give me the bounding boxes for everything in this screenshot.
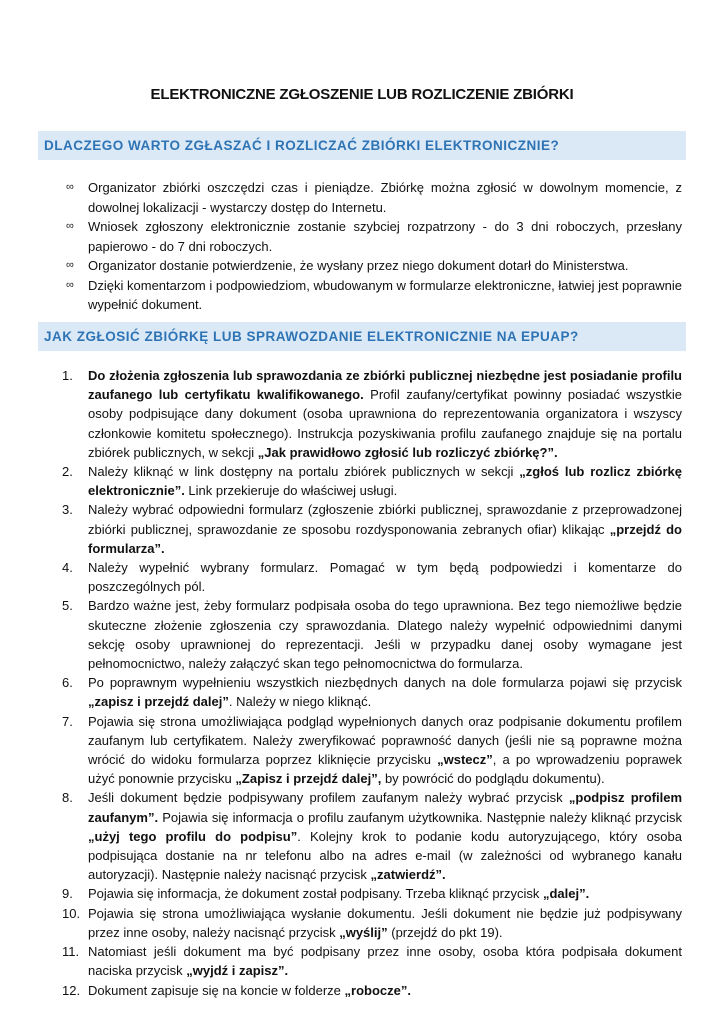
step-emphasis: „zatwierdź”. [370, 867, 446, 883]
step-emphasis: „przejdź do formularza”. [88, 521, 682, 556]
step-emphasis: „robocze”. [344, 982, 411, 998]
infinity-bullet-icon: ∞ [66, 220, 74, 232]
step-number: 9. [62, 886, 73, 902]
step-text: Należy wybrać odpowiedni formularz (zgłoszenie zbiórki publicznej, sprawozdanie z przeprowadzonej zbiórki publicznej, sprawozdanie ze sposobu rozdysponowania zebranych ofiar) klikając [88, 502, 682, 537]
step-emphasis: „zgłoś lub rozlicz zbiórkę elektronicznie”. [88, 464, 682, 499]
step-emphasis: „wyślij” [339, 924, 388, 940]
step-text: Pojawia się informacja o profilu zaufanym użytkownika. Następnie należy kliknąć przycisk [158, 809, 682, 825]
step-emphasis: „wstecz” [437, 752, 493, 768]
step-number: 7. [62, 713, 73, 729]
step-number: 8. [62, 790, 73, 806]
step-item [62, 788, 682, 884]
step-text: Natomiast jeśli dokument ma być podpisany przez inne osoby, osoba która podpisała dokument naciska przycisk [88, 944, 682, 979]
step-emphasis: „dalej”. [542, 886, 590, 902]
step-item [62, 558, 682, 596]
list-item: ∞ Organizator zbiórki oszczędzi czas i pieniądze. Zbiórkę można zgłosić w dowolnym momencie, z dowolnej lokalizacji - wystarczy dostęp do Internetu. [66, 180, 682, 215]
step-emphasis: „Jak prawidłowo zgłosić lub rozliczyć zbiórkę?”. [257, 444, 558, 460]
step-text: , a po wprowadzeniu poprawek użyć ponownie przycisku [88, 752, 682, 787]
step-item [62, 500, 682, 558]
step-emphasis: „Zapisz i przejdź dalej”, [235, 771, 382, 787]
infinity-bullet-icon: ∞ [66, 259, 74, 271]
benefits-list [66, 178, 682, 315]
section-heading-why: DLACZEGO WARTO ZGŁASZAĆ I ROZLICZAĆ ZBIÓRKI ELEKTRONICZNIE? [38, 131, 686, 160]
step-item [62, 981, 682, 1000]
step-text: Bardzo ważne jest, żeby formularz podpisała osoba do tego uprawniona. Bez tego niemożliwe będzie skuteczne złożenie zgłoszenia czy sprawozdania. Dlatego należy wypełnić odpowiednimi danymi sekcję osoby uprawnionej do reprezentacji. Jeśli w przypadku danej osoby wymagane jest pełnomocnictwo, należy załączyć skan tego pełnomocnictwa do formularza. [88, 598, 682, 672]
section-heading-how: JAK ZGŁOSIĆ ZBIÓRKĘ LUB SPRAWOZDANIE ELEKTRONICZNIE NA EPUAP? [38, 322, 686, 351]
step-item [62, 366, 682, 462]
step-emphasis: „użyj tego profilu do podpisu” [88, 828, 298, 844]
step-text: Dokument zapisuje się na koncie w folderze [88, 982, 345, 998]
step-emphasis: „zapisz i przejdź dalej” [88, 694, 229, 710]
step-text: Link przekieruje do właściwej usługi. [184, 483, 398, 499]
step-number: 6. [62, 675, 73, 691]
step-item [62, 462, 682, 500]
step-emphasis: „podpisz profilem zaufanym”. [88, 790, 683, 825]
step-number: 11. [62, 944, 80, 960]
step-text: Profil zaufany/certyfikat powinny posiadać wszystkie osoby podpisujące dany dokument (osoba uprawniona do reprezentowania organizatora i wszyscy członkowie komitetu społecznego). Instrukcja pozyskiwania profilu zaufanego znajduje się na portalu zbiórek publicznych, w sekcji [88, 387, 683, 460]
step-text: by powrócić do podglądu dokumentu). [381, 771, 605, 787]
list-item: ∞ Wniosek zgłoszony elektronicznie zostanie szybciej rozpatrzony - do 3 dni roboczych, przesłany papierowo - do 7 dni roboczych. [66, 219, 682, 254]
step-text: Jeśli dokument będzie podpisywany profilem zaufanym należy wybrać przycisk [88, 790, 569, 806]
step-text: Pojawia się strona umożliwiająca podgląd wypełnionych danych oraz podpisanie dokumentu profilem zaufanym lub certyfikatem. Należy zweryfikować poprawność danych (jeśli nie są poprawne można wrócić do widoku formularza poprzez kliknięcie przycisku [88, 713, 682, 768]
step-item [62, 596, 682, 673]
step-item [62, 942, 682, 980]
step-number: 12. [62, 982, 81, 998]
step-text: . Należy w niego kliknąć. [228, 694, 372, 710]
list-item: ∞ Organizator dostanie potwierdzenie, że wysłany przez niego dokument dotarł do Ministerstwa. [66, 256, 682, 276]
step-text: . Kolejny krok to podanie kodu autoryzującego, który osoba podpisująca dostanie na nr telefonu albo na adres e-mail (w zależności od wybranego kanału autoryzacji). Następnie należy nacisnąć przycisk [88, 828, 682, 883]
step-text: (przejdź do pkt 19). [387, 924, 503, 940]
step-emphasis: Do złożenia zgłoszenia lub sprawozdania ze zbiórki publicznej niezbędne jest posiadanie profilu zaufanego lub certyfikatu kwalifikowanego. [88, 368, 682, 403]
step-item [62, 904, 682, 942]
infinity-bullet-icon: ∞ [66, 181, 74, 193]
step-number: 10. [62, 905, 81, 921]
step-text: Po poprawnym wypełnieniu wszystkich niezbędnych danych na dole formularza pojawi się przycisk [88, 675, 682, 691]
step-number: 1. [62, 368, 73, 383]
step-text: Należy wypełnić wybrany formularz. Pomagać w tym będą podpowiedzi i komentarze do poszczególnych pól. [88, 560, 682, 595]
step-text: Pojawia się informacja, że dokument został podpisany. Trzeba kliknąć przycisk [88, 886, 543, 902]
step-text: Należy kliknąć w link dostępny na portalu zbiórek publicznych w sekcji [88, 464, 520, 480]
infinity-bullet-icon: ∞ [66, 278, 74, 291]
list-item: ∞ Dzięki komentarzom i podpowiedziom, wbudowanym w formularze elektroniczne, łatwiej jest poprawnie wypełnić dokument. [66, 277, 682, 312]
step-number: 3. [62, 502, 73, 518]
step-text: Pojawia się strona umożliwiająca wysłanie dokumentu. Jeśli dokument nie będzie już podpisywany przez inne osoby, należy nacisnąć przycisk [88, 905, 682, 940]
step-number: 5. [62, 598, 73, 614]
document-title: ELEKTRONICZNE ZGŁOSZENIE LUB ROZLICZENIE ZBIÓRKI [150, 86, 574, 103]
step-item [62, 712, 682, 789]
step-item [62, 884, 682, 903]
steps-list [62, 366, 682, 1000]
step-number: 2. [62, 464, 73, 480]
step-item [62, 673, 682, 711]
step-emphasis: „wyjdź i zapisz”. [186, 963, 289, 979]
step-number: 4. [62, 560, 73, 576]
